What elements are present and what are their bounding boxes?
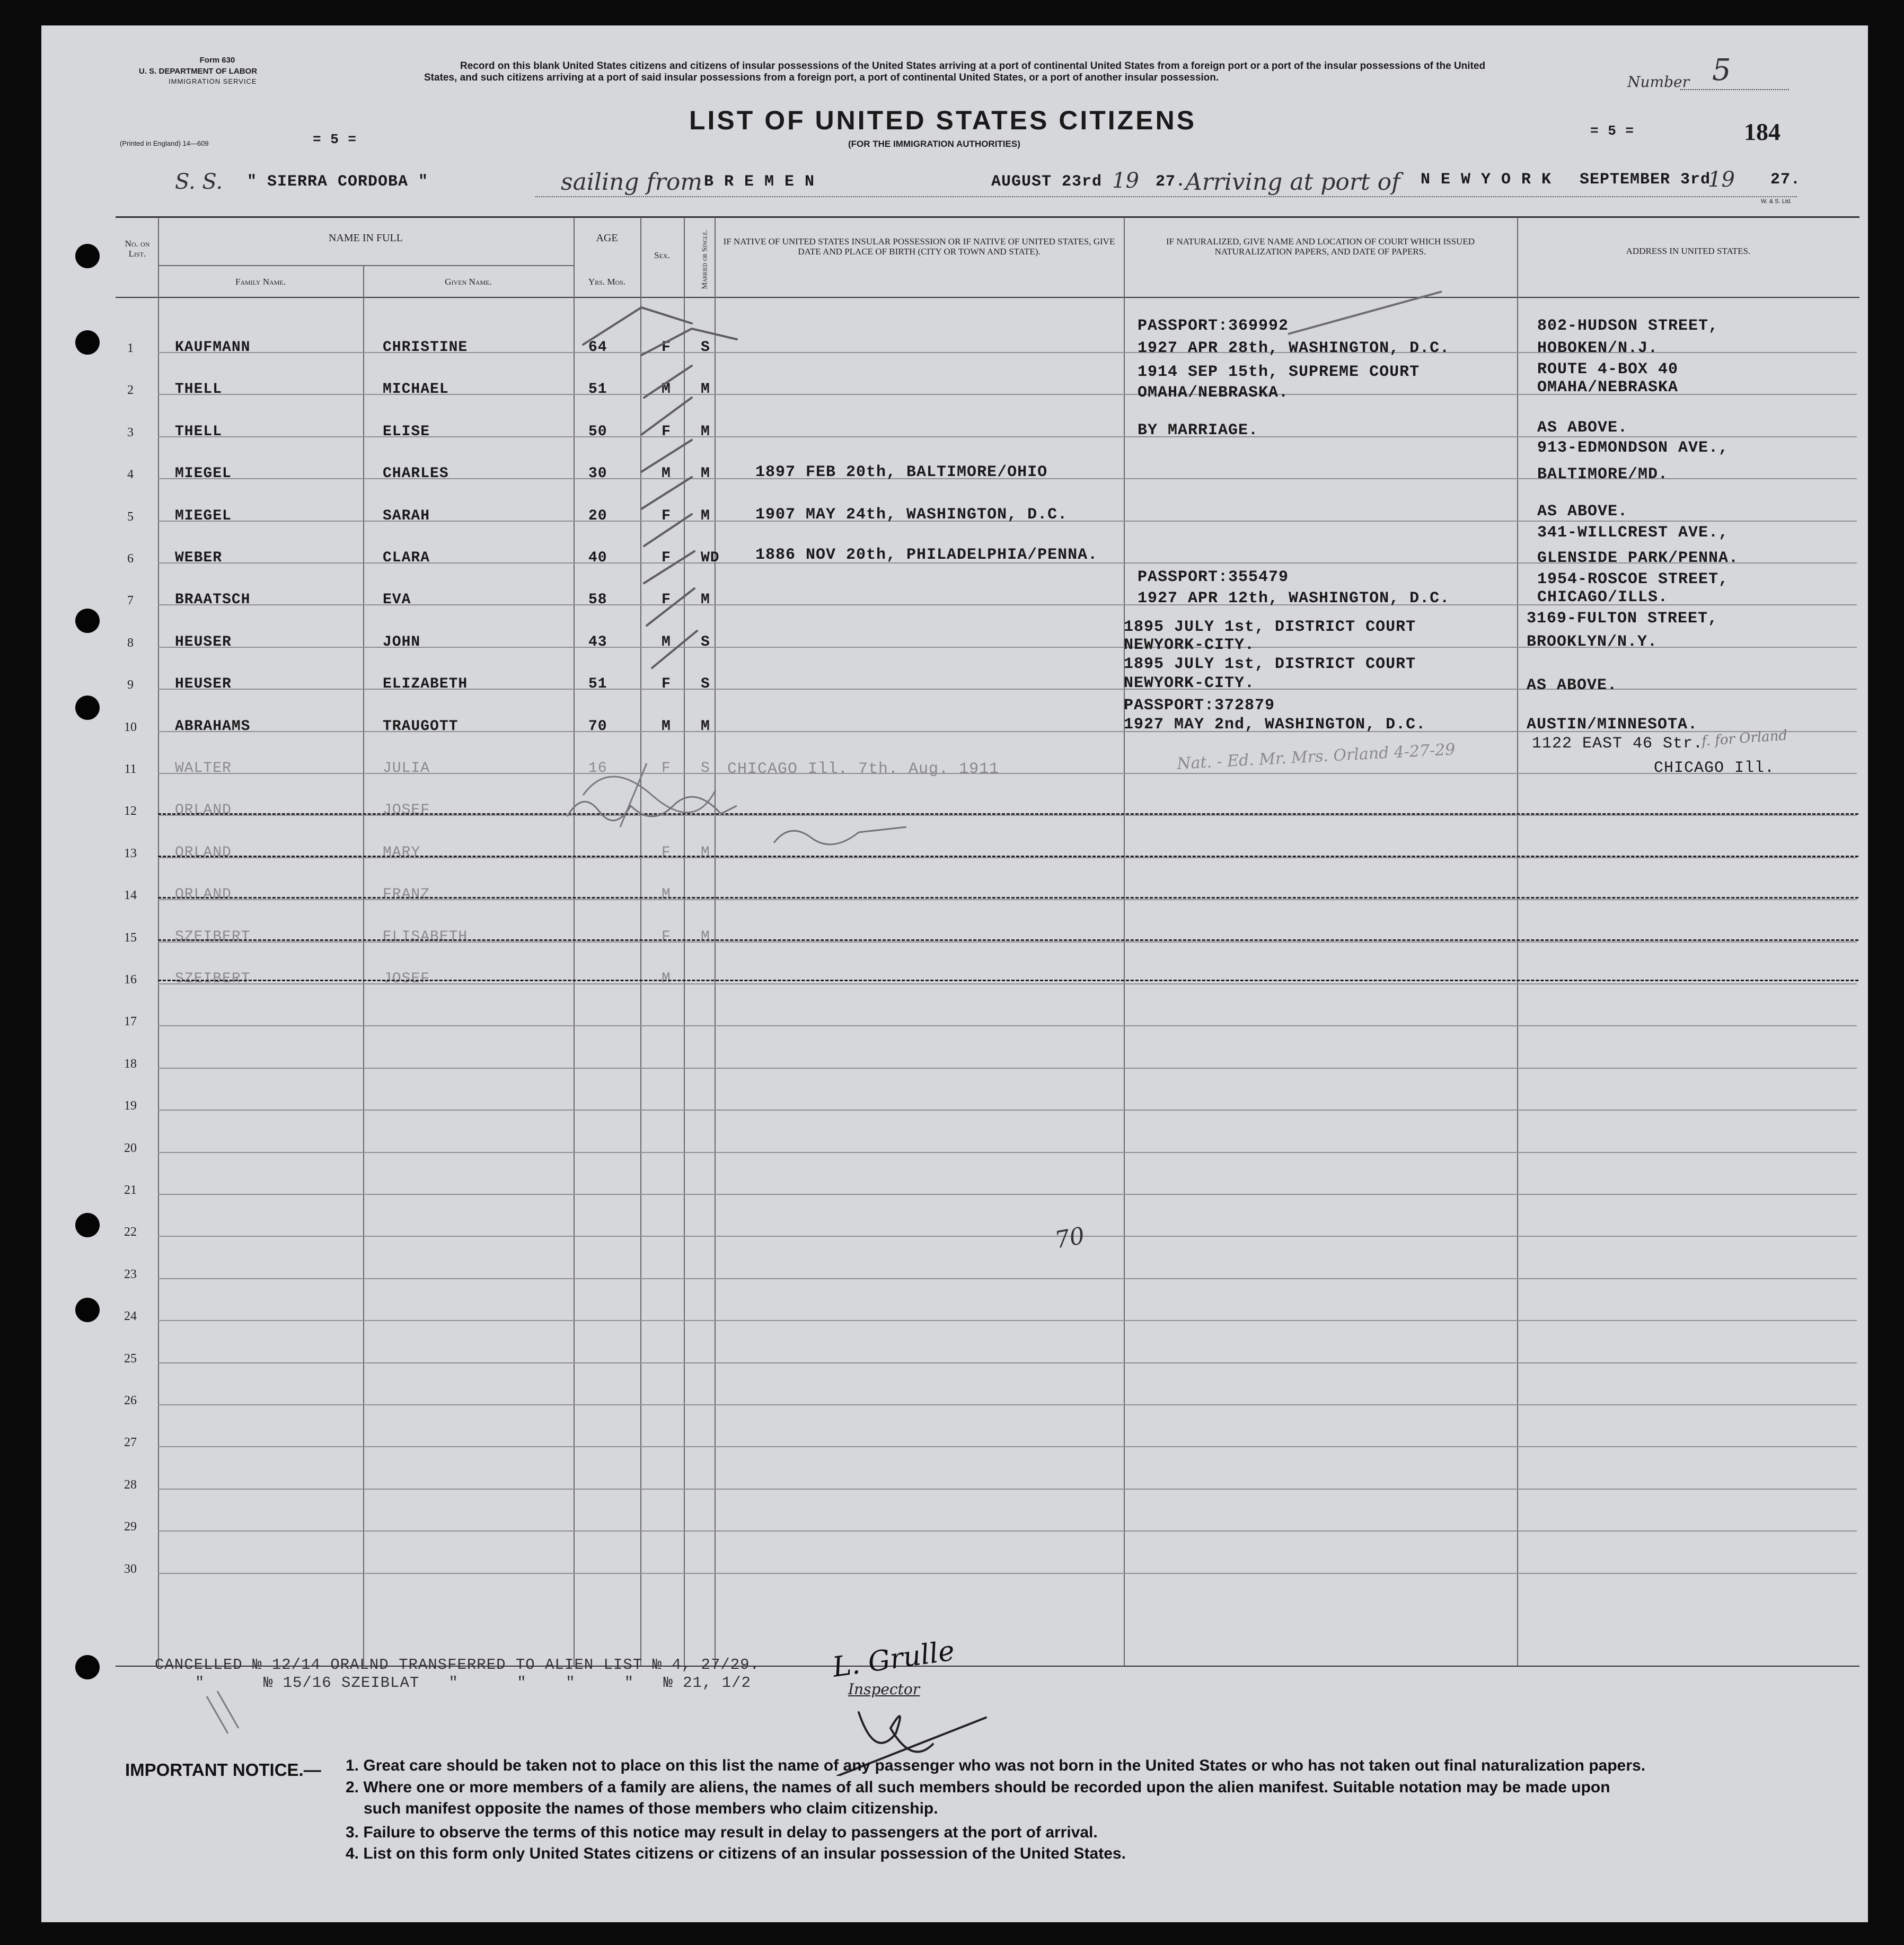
binder-hole (75, 244, 100, 268)
row-number: 15 (124, 931, 137, 945)
ss-label: S. S. (175, 170, 223, 194)
birth-entry: CHICAGO Ill. 7th. Aug. 1911 (727, 760, 1000, 778)
row-number: 5 (127, 510, 134, 524)
family-name: SZEIBERT (175, 971, 251, 987)
family-name: WEBER (175, 550, 223, 566)
marital-status: M (701, 844, 710, 861)
arrival-date: SEPTEMBER 3rd (1580, 171, 1711, 189)
family-name: MIEGEL (175, 508, 232, 524)
binder-hole (75, 1655, 100, 1679)
sailing-label: sailing from (561, 169, 703, 196)
sex: M (662, 886, 671, 903)
row-number: 14 (124, 888, 137, 902)
row-number: 11 (124, 762, 137, 776)
family-name: THELL (175, 381, 223, 398)
col-header-sex: Sex. (654, 250, 670, 260)
row-number: 28 (124, 1478, 137, 1492)
row-number: 8 (127, 636, 134, 650)
depart-year: 27. (1156, 173, 1186, 191)
col-header-family: Family Name. (235, 277, 286, 287)
address-entry: GLENSIDE PARK/PENNA. (1537, 549, 1739, 567)
col-header-given: Given Name. (445, 277, 492, 287)
age: 58 (588, 592, 607, 608)
sex: F (662, 929, 671, 945)
sex: F (662, 592, 671, 608)
row-rule (158, 1278, 1857, 1279)
col-header-naturalized: IF NATURALIZED, GIVE NAME AND LOCATION OF COURT WHICH ISSUED NATURALIZATION PAPERS, AND DATE OF PAPERS. (1166, 236, 1475, 257)
row-rule (158, 1362, 1857, 1363)
row-number: 27 (124, 1436, 137, 1449)
from-port: B R E M E N (704, 173, 815, 191)
number-underline (1680, 89, 1789, 90)
naturalization-entry: NEWYORK-CITY. (1124, 674, 1255, 692)
row-number: 10 (124, 720, 137, 734)
naturalization-entry: NEWYORK-CITY. (1124, 636, 1255, 654)
family-name: ABRAHAMS (175, 718, 251, 735)
row-rule (158, 1573, 1857, 1574)
col-header-married: Married or Single. (701, 230, 709, 289)
address-entry: 341-WILLCREST AVE., (1537, 524, 1729, 542)
family-name: ORLAND (175, 886, 232, 903)
marital-status: M (701, 592, 710, 608)
number-value: 5 (1712, 53, 1731, 87)
row-rule (158, 1320, 1857, 1321)
marital-status: M (701, 718, 710, 735)
row-number: 6 (127, 552, 134, 566)
row-rule (158, 1236, 1857, 1237)
address-entry: ROUTE 4-BOX 40 (1537, 360, 1679, 379)
age: 51 (588, 381, 607, 398)
given-name: JULIA (383, 760, 430, 777)
address-entry: OMAHA/NEBRASKA (1537, 379, 1679, 397)
given-name: MICHAEL (383, 381, 449, 398)
binder-hole (75, 1213, 100, 1237)
col-header-no: No. on List. (125, 239, 150, 259)
given-name: ELIZABETH (383, 676, 468, 692)
family-name: SZEIBERT (175, 929, 251, 945)
pencil-scribble (562, 785, 922, 853)
address-entry: AUSTIN/MINNESOTA. (1527, 716, 1698, 734)
naturalization-entry: 1914 SEP 15th, SUPREME COURT (1138, 363, 1420, 381)
given-name: ELISE (383, 424, 430, 440)
sex: M (662, 381, 671, 398)
address-entry: 913-EDMONDSON AVE., (1537, 439, 1729, 457)
marital-status: S (701, 634, 710, 650)
col-header-address: ADDRESS IN UNITED STATES. (1626, 246, 1751, 256)
address-entry: CHICAGO Ill. (1654, 759, 1775, 777)
age: 50 (588, 424, 607, 440)
marital-status: M (701, 381, 710, 398)
row-number: 17 (124, 1015, 137, 1028)
sex: F (662, 676, 671, 692)
row-number: 9 (127, 678, 134, 692)
birth-entry: 1886 NOV 20th, PHILADELPHIA/PENNA. (755, 546, 1098, 564)
row-rule (158, 1446, 1857, 1447)
page-number: 184 (1744, 118, 1780, 145)
given-name: CHARLES (383, 465, 449, 482)
row-number: 4 (127, 468, 134, 481)
address-entry: BROOKLYN/N.Y. (1527, 633, 1658, 651)
naturalization-entry: PASSPORT:369992 (1138, 317, 1289, 335)
page-title: LIST OF UNITED STATES CITIZENS (689, 105, 1197, 135)
ship-name: " SIERRA CORDOBA " (247, 173, 429, 191)
row-number: 23 (124, 1268, 137, 1281)
row-number: 21 (124, 1183, 137, 1197)
marital-status: M (701, 465, 710, 482)
notice-item-3: 3. Failure to observe the terms of this notice may result in delay to passengers at the port of arrival. (346, 1824, 1098, 1841)
printer-mark: W. & S. Ltd. (1761, 198, 1792, 205)
marital-status: M (701, 424, 710, 440)
binder-hole (75, 1298, 100, 1322)
sex: M (662, 718, 671, 735)
strike-line (158, 856, 1858, 857)
address-entry: CHICAGO/ILLS. (1537, 588, 1669, 606)
given-name: EVA (383, 592, 411, 608)
inspector-signature: L. Grulle (830, 1635, 957, 1684)
age: 70 (588, 718, 607, 735)
table-head-rule (116, 297, 1859, 298)
department: U. S. DEPARTMENT OF LABOR (139, 67, 258, 76)
row-number: 29 (124, 1520, 137, 1534)
col-header-native: IF NATIVE OF UNITED STATES INSULAR POSSESSION OR IF NATIVE OF UNITED STATES, GIVE DATE AND PLACE OF BIRTH (CITY OR TOWN AND STATE). (723, 236, 1115, 257)
address-entry: HOBOKEN/N.J. (1537, 339, 1659, 357)
family-name: MIEGEL (175, 465, 232, 482)
check-marks (578, 286, 753, 869)
marital-status: M (701, 929, 710, 945)
mark-right: = 5 = (1590, 123, 1635, 139)
given-name: SARAH (383, 508, 430, 524)
voyage-underline (535, 196, 1797, 197)
row-rule (158, 1068, 1857, 1069)
strike-line (158, 939, 1858, 941)
strike-line (158, 980, 1858, 981)
row-number: 19 (124, 1099, 137, 1113)
sex: F (662, 508, 671, 524)
table-top-rule (116, 216, 1859, 218)
naturalization-entry: PASSPORT:355479 (1138, 568, 1289, 586)
arrival-port: N E W Y O R K (1421, 171, 1552, 189)
notice-item-1: 1. Great care should be taken not to place on this list the name of any passenger who was not born in the United States or who has not taken out final naturalization papers. (346, 1757, 1646, 1774)
naturalization-entry: 1895 JULY 1st, DISTRICT COURT (1124, 655, 1416, 673)
manifest-sheet (41, 25, 1868, 1922)
marital-status: WD (701, 550, 720, 566)
naturalization-entry: 1927 MAY 2nd, WASHINGTON, D.C. (1124, 716, 1426, 734)
row-number: 22 (124, 1225, 137, 1239)
printed-note: (Printed in England) 14—609 (120, 139, 209, 147)
given-name: ELISABETH (383, 929, 468, 945)
cancel-note-line2: " № 15/16 SZEIBLAT " " " " № 21, 1/2 (195, 1674, 751, 1692)
address-entry: AS ABOVE. (1537, 419, 1628, 437)
naturalization-entry: PASSPORT:372879 (1124, 697, 1275, 715)
given-name: CLARA (383, 550, 430, 566)
strike-line (158, 897, 1858, 899)
address-entry: 802-HUDSON STREET, (1537, 317, 1719, 335)
form-number: Form 630 (199, 56, 235, 65)
row-rule (158, 1025, 1857, 1026)
row-number: 1 (127, 341, 134, 355)
col-header-age: AGE (596, 232, 618, 244)
arriving-label: Arriving at port of (1185, 169, 1400, 196)
depart-date: AUGUST 23rd (991, 173, 1103, 191)
family-name: HEUSER (175, 634, 232, 650)
marital-status: S (701, 676, 710, 692)
naturalization-pencil-note: Nat. - Ed. Mr. Mrs. Orland 4-27-29 (1176, 740, 1456, 773)
sex: M (662, 971, 671, 987)
naturalization-entry: 1927 APR 28th, WASHINGTON, D.C. (1138, 339, 1450, 357)
row-number: 16 (124, 973, 137, 987)
row-number: 12 (124, 804, 137, 818)
naturalization-entry: 1895 JULY 1st, DISTRICT COURT (1124, 618, 1416, 636)
pencil-slash (1283, 286, 1452, 339)
row-rule (158, 1489, 1857, 1490)
center-number: 70 (1052, 1222, 1087, 1254)
instructions-text: Record on this blank United States citizens and citizens of insular possessions of the United States arriving at a port of continental United States from a foreign port or a port of the insular possessions of the United States, and such citizens arriving at a port of said insular possessions from a foreign port, a port of continental United States, or a port of another insular possession. (424, 60, 1486, 83)
given-name: CHRISTINE (383, 339, 468, 356)
sex: F (662, 339, 671, 356)
naturalization-entry: 1927 APR 12th, WASHINGTON, D.C. (1138, 589, 1450, 608)
family-name: HEUSER (175, 676, 232, 692)
cancel-note-line1: CANCELLED № 12/14 ORALND TRANSFERRED TO ALIEN LIST № 4, 27/29. (155, 1656, 760, 1674)
row-rule (158, 1404, 1857, 1405)
col-header-age-sub: Yrs. Mos. (588, 277, 626, 287)
birth-entry: 1897 FEB 20th, BALTIMORE/OHIO (755, 463, 1048, 481)
row-number: 24 (124, 1309, 137, 1323)
age: 43 (588, 634, 607, 650)
family-name: ORLAND (175, 844, 232, 861)
sex: M (662, 465, 671, 482)
address-entry: AS ABOVE. (1527, 676, 1618, 694)
row-number: 26 (124, 1394, 137, 1407)
address-entry: AS ABOVE. (1537, 503, 1628, 521)
address-entry: BALTIMORE/MD. (1537, 465, 1669, 483)
marital-status: S (701, 339, 710, 356)
sex: F (662, 760, 671, 777)
binder-hole (75, 696, 100, 720)
naturalization-entry: OMAHA/NEBRASKA. (1138, 384, 1289, 402)
service: IMMIGRATION SERVICE (169, 77, 257, 85)
row-number: 30 (124, 1562, 137, 1576)
signature-title: Inspector (848, 1680, 920, 1698)
depart-year-prefix: 19 (1112, 169, 1139, 193)
age: 51 (588, 676, 607, 692)
given-name: TRAUGOTT (383, 718, 459, 735)
age: 20 (588, 508, 607, 524)
row-number: 3 (127, 426, 134, 439)
notice-item-2-cont: such manifest opposite the names of those members who claim citizenship. (364, 1800, 938, 1817)
page-subtitle: (FOR THE IMMIGRATION AUTHORITIES) (848, 139, 1020, 149)
arrival-year-prefix: 19 (1708, 168, 1735, 192)
marital-status: S (701, 760, 710, 777)
given-name: JOSEF (383, 802, 430, 819)
mark-left: = 5 = (313, 131, 357, 147)
birth-entry: 1907 MAY 24th, WASHINGTON, D.C. (755, 506, 1068, 524)
row-rule (158, 1530, 1857, 1532)
age: 40 (588, 550, 607, 566)
name-subhead-rule (158, 265, 574, 266)
row-number: 7 (127, 594, 134, 608)
row-rule (158, 1110, 1857, 1111)
row-number: 20 (124, 1141, 137, 1155)
number-label: Number (1627, 73, 1689, 91)
family-name: THELL (175, 424, 223, 440)
given-name: FRANZ (383, 886, 430, 903)
row-number: 13 (124, 847, 137, 860)
given-name: JOHN (383, 634, 421, 650)
marital-status: M (701, 508, 710, 524)
given-name: JOSEF (383, 971, 430, 987)
col-header-name: NAME IN FULL (329, 232, 403, 244)
arrival-year: 27. (1770, 171, 1801, 189)
notice-heading: IMPORTANT NOTICE.— (125, 1760, 321, 1780)
address-entry: 1954-ROSCOE STREET, (1537, 570, 1729, 588)
address-entry: 1122 EAST 46 Str. (1532, 735, 1704, 753)
family-name: WALTER (175, 760, 232, 777)
family-name: BRAATSCH (175, 592, 251, 608)
strike-line (158, 813, 1858, 815)
notice-item-2: 2. Where one or more members of a family are aliens, the names of all such members should be recorded upon the alien manifest. Suitable notation may be made upon (346, 1779, 1610, 1796)
col-divider (363, 265, 364, 1666)
binder-hole (75, 330, 100, 355)
naturalization-entry: BY MARRIAGE. (1138, 421, 1259, 439)
age: 64 (588, 339, 607, 356)
notice-item-4: 4. List on this form only United States citizens or citizens of an insular possession of the United States. (346, 1845, 1126, 1862)
sex: F (662, 550, 671, 566)
row-rule (158, 1152, 1857, 1153)
age: 16 (588, 760, 607, 777)
family-name: ORLAND (175, 802, 232, 819)
address-entry: 3169-FULTON STREET, (1527, 610, 1718, 628)
given-name: MARY (383, 844, 421, 861)
sex: M (662, 634, 671, 650)
family-name: KAUFMANN (175, 339, 251, 356)
address-pencil-note: f. for Orland (1701, 727, 1788, 750)
row-number: 2 (127, 383, 134, 397)
age: 30 (588, 465, 607, 482)
binder-hole (75, 609, 100, 633)
row-number: 25 (124, 1352, 137, 1366)
sex: F (662, 844, 671, 861)
row-number: 18 (124, 1057, 137, 1071)
row-rule (158, 1194, 1857, 1195)
sex: F (662, 424, 671, 440)
